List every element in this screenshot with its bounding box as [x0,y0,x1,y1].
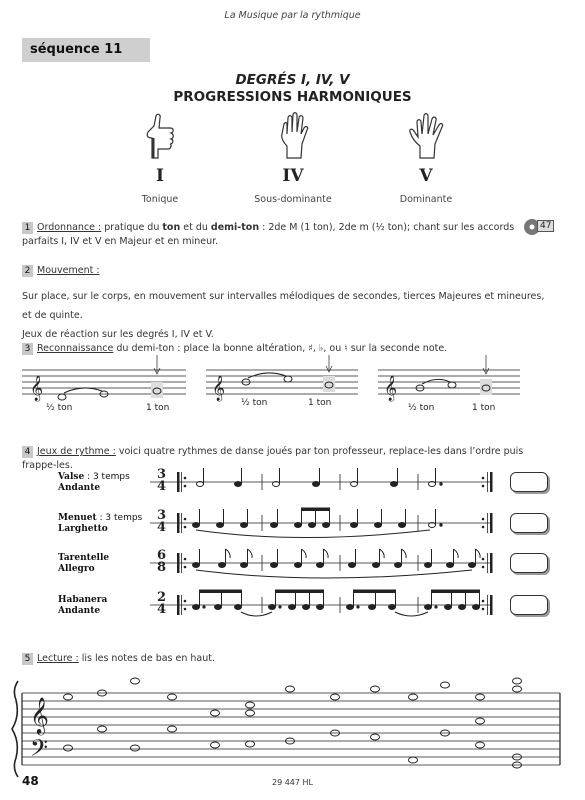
treble-clef-icon: 𝄞 [212,376,226,401]
section-5: 5 Lecture : lis les notes de bas en haut. [22,652,552,666]
section-2-text: Sur place, sur le corps, en mouvement sur intervalles mélodiques de secondes, tierces Majeures et mineures, et de quinte. Jeux de réaction sur les degrés I, IV et V. [22,291,545,340]
rhythm-lines [150,482,492,605]
answer-box[interactable] [510,595,548,615]
rhythm-label-tarentelle: Tarentelle Allegro [58,553,110,574]
rhythm-label-habanera: Habanera Andante [58,595,108,616]
section-heading: Reconnaissance [37,343,114,354]
treble-clef-icon: 𝄞 [384,376,398,401]
grand-staff [12,681,560,777]
degree-roman: V [419,166,433,186]
page-title: DEGRÉS I, IV, V [235,72,350,88]
section-number: 1 [22,222,33,234]
degree-label: Dominante [399,194,453,205]
time-signature: 3 4 [157,467,167,494]
degree-roman: IV [282,166,304,186]
sequence-badge: séquence 11 [22,38,150,62]
section-number: 2 [22,265,33,277]
whole-tone-label: 1 ton [146,403,170,413]
half-tone-label: ½ ton [408,403,435,413]
degree-roman: I [156,166,164,186]
rhythm-label-menuet: Menuet : 3 temps Larghetto [58,513,143,534]
half-tone-label: ½ ton [46,403,73,413]
running-title: La Musique par la rythmique [224,10,361,21]
page-subtitle: PROGRESSIONS HARMONIQUES [173,89,412,105]
repeat-bars [177,472,493,615]
habanera-notes [193,590,480,616]
answer-box[interactable] [510,513,548,533]
section-heading: Mouvement : [37,265,100,276]
reading-notes [64,678,522,768]
bass-clef-icon: 𝄢 [30,734,49,767]
tarentelle-notes [193,549,481,578]
section-3: 3 Reconnaissance du demi-ton : place la bonne altération, ♯, ♭, ou ♮ sur la seconde note. [22,342,552,356]
section-number: 4 [22,446,33,458]
page-number: 48 [22,774,39,788]
time-signature: 6 8 [157,548,167,575]
rhythm-label-valse: Valse : 3 temps Andante [58,472,130,493]
treble-clef-icon: 𝄞 [30,696,49,734]
cd-track-number: 47 [537,220,554,232]
whole-tone-label: 1 ton [472,403,496,413]
answer-box[interactable] [510,553,548,573]
section-1: 1 Ordonnance : pratique du ton et du demi-ton : 2de M (1 ton), 2de m (½ ton); chant sur les accords parfaits I, IV et V en Majeur et en mineur. [22,222,515,247]
interval-staff-3 [378,355,520,395]
section-heading: Jeux de rythme : [37,446,116,457]
half-tone-label: ½ ton [241,398,268,408]
degree-label: Tonique [141,194,179,205]
section-heading: Lecture : [37,653,79,664]
answer-box[interactable] [510,472,548,492]
degree-label: Sous-dominante [254,194,332,205]
time-signature: 2 4 [157,590,167,617]
section-number: 5 [22,653,33,665]
section-number: 3 [22,343,33,355]
interval-notes [58,373,490,400]
whole-tone-label: 1 ton [308,398,332,408]
section-4: 4 Jeux de rythme : voici quatre rythmes de danse joués par ton professeur, replace-les dans l’ordre puis frappe-les. [22,446,524,471]
grand-staff-clefs [30,696,49,767]
catalog-code: 29 447 HL [271,778,313,787]
time-signature: 3 4 [157,508,167,535]
treble-clef-icon: 𝄞 [30,376,44,401]
section-heading: Ordonnance : [37,222,102,233]
